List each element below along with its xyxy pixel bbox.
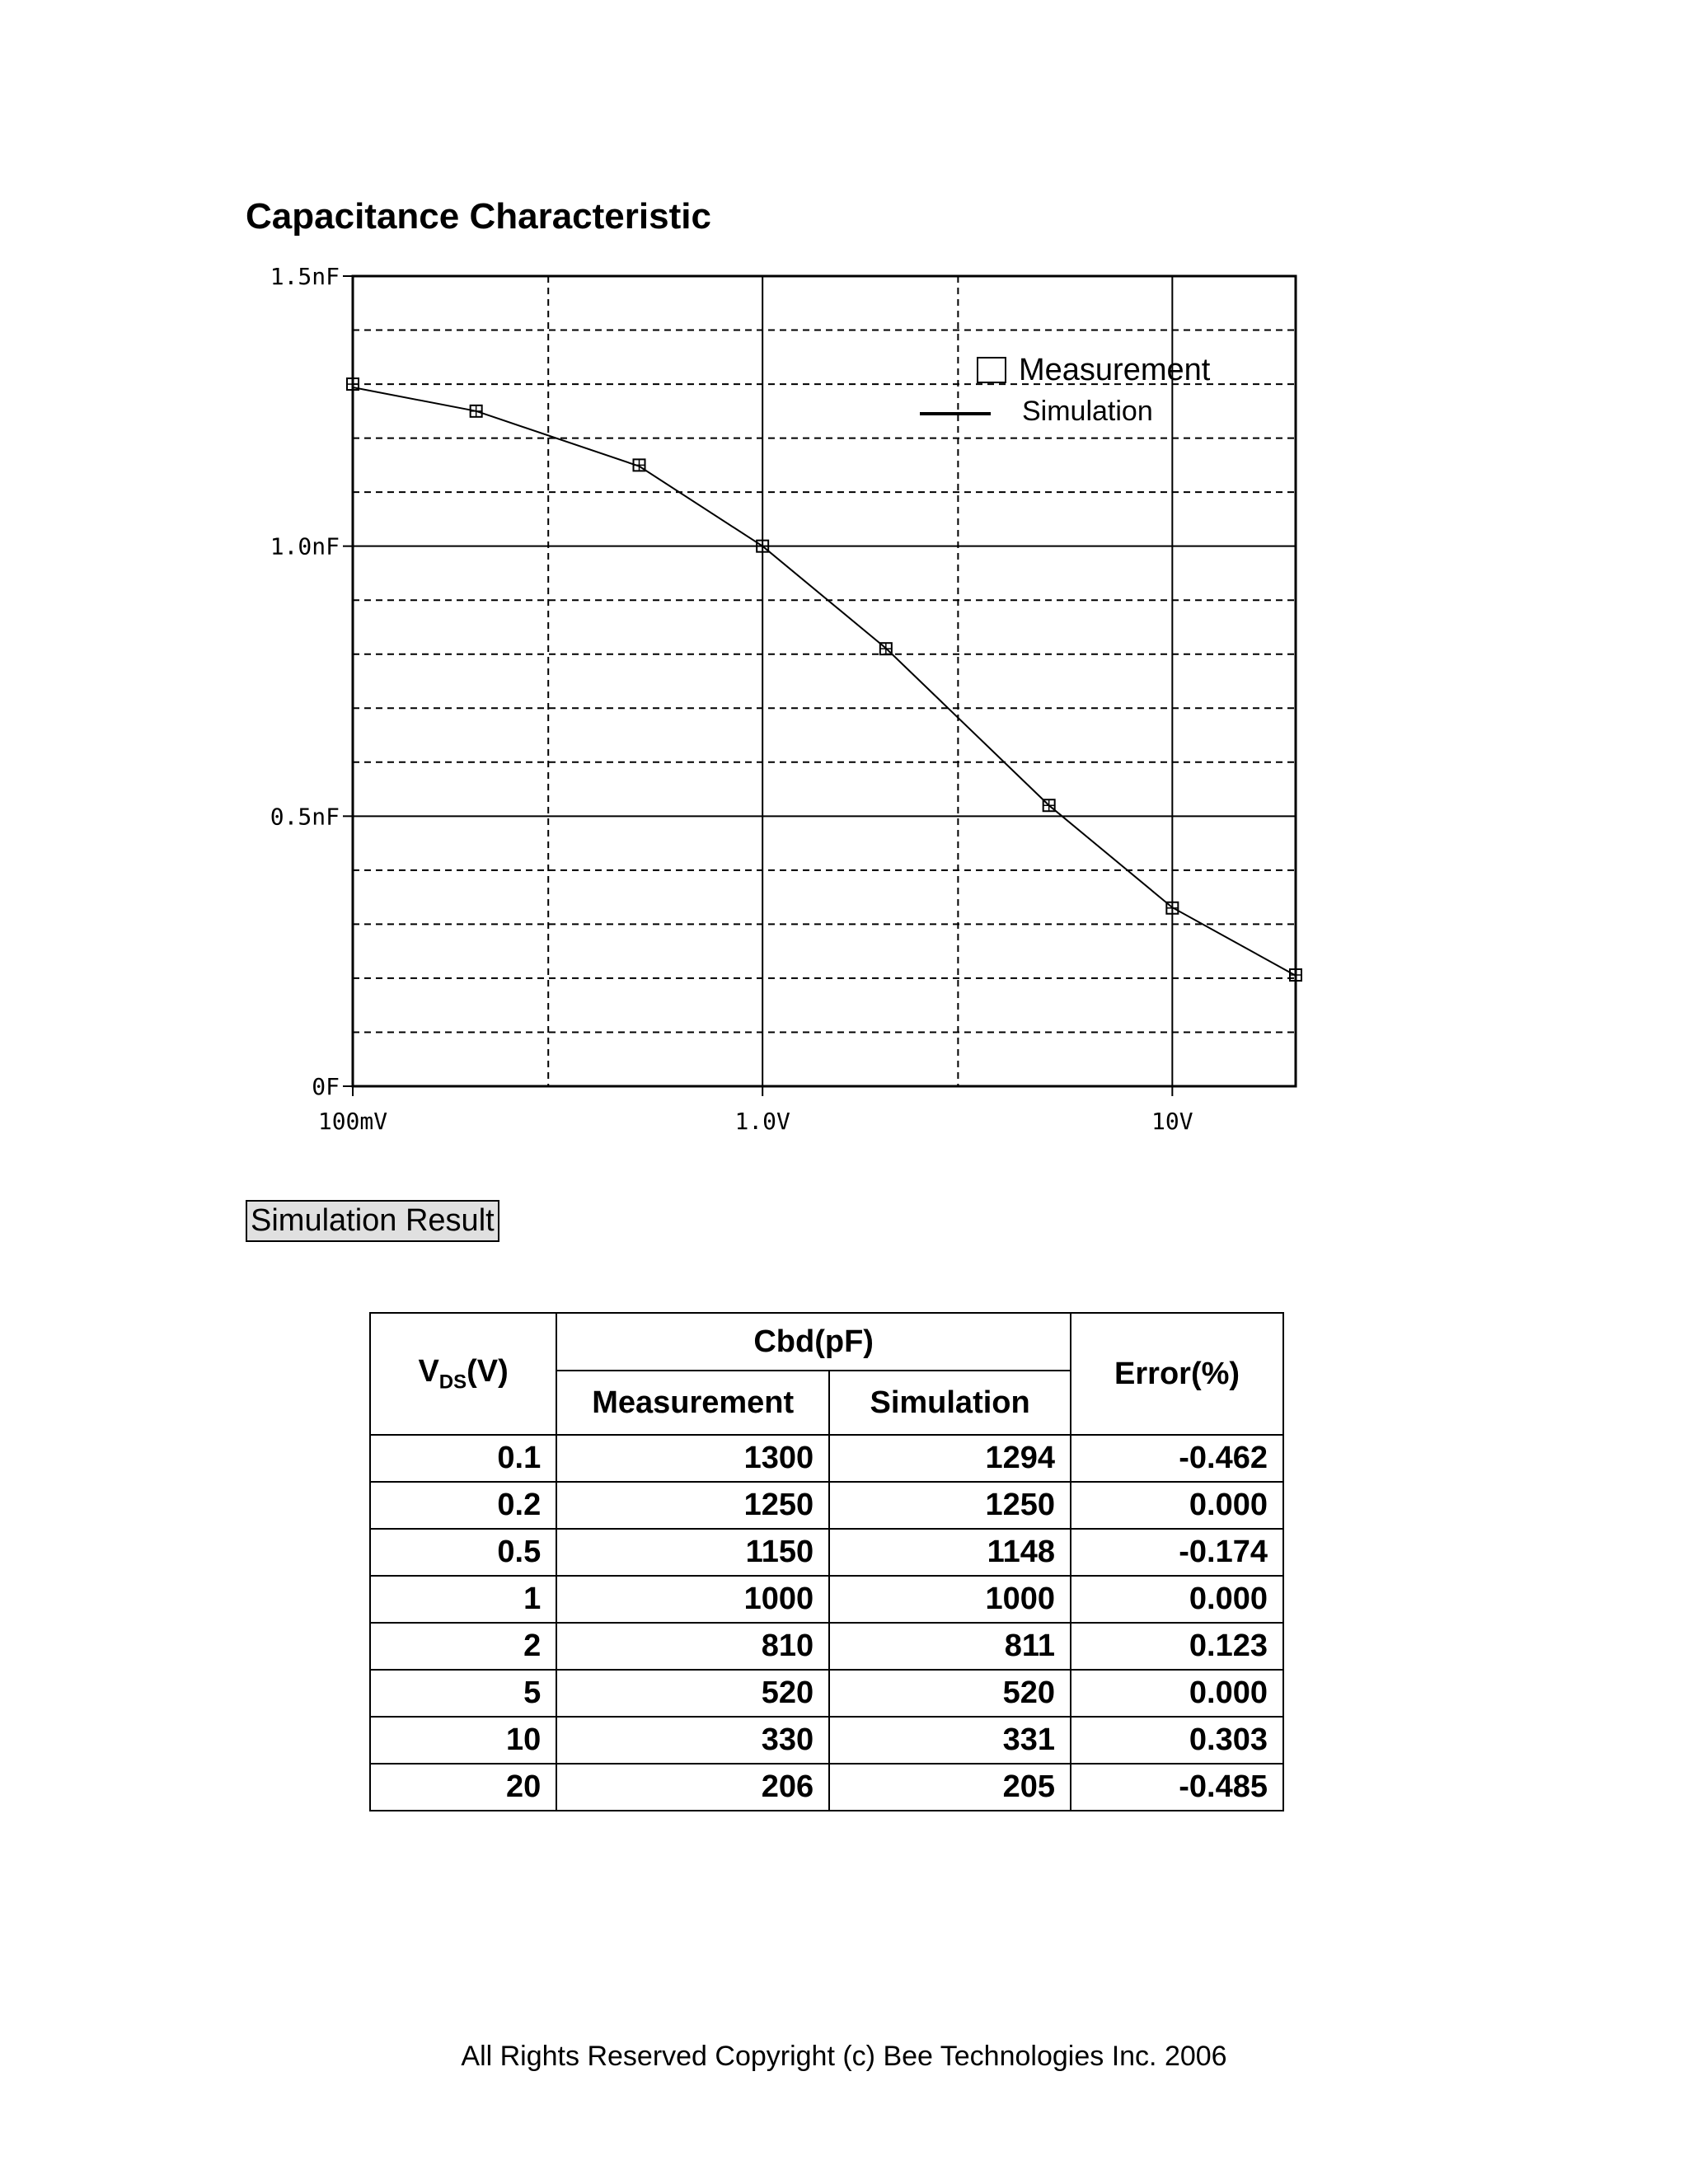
cell-measurement: 1000: [556, 1576, 829, 1623]
cell-simulation: 331: [829, 1717, 1071, 1764]
cell-simulation: 1294: [829, 1435, 1071, 1482]
section-label: Simulation Result: [246, 1200, 499, 1242]
cell-vds: 20: [370, 1764, 556, 1811]
cell-vds: 0.2: [370, 1482, 556, 1529]
cell-error: 0.303: [1071, 1717, 1283, 1764]
x-tick-label: 100mV: [317, 1108, 388, 1135]
table-row: [370, 1435, 1283, 1482]
cell-error: 0.000: [1071, 1576, 1283, 1623]
col-error-header: Error(%): [1071, 1313, 1283, 1435]
table-row: [370, 1764, 1283, 1811]
cell-measurement: 810: [556, 1623, 829, 1670]
cell-error: -0.174: [1071, 1529, 1283, 1576]
cell-measurement: 1150: [556, 1529, 829, 1576]
table-row: [370, 1529, 1283, 1576]
cell-measurement: 206: [556, 1764, 829, 1811]
legend-measurement-label: Measurement: [1019, 353, 1211, 387]
col-vds-header: [370, 1313, 556, 1435]
vds-sub: DS: [438, 1371, 467, 1394]
cell-error: -0.462: [1071, 1435, 1283, 1482]
cell-simulation: 520: [829, 1670, 1071, 1717]
footer-copyright: All Rights Reserved Copyright (c) Bee Technologies Inc. 2006: [461, 2041, 1227, 2072]
cell-vds: 5: [370, 1670, 556, 1717]
cell-vds: 0.5: [370, 1529, 556, 1576]
cell-measurement: 1300: [556, 1435, 829, 1482]
x-tick-label: 10V: [1151, 1108, 1193, 1135]
simulation-series-line: [353, 387, 1296, 976]
cell-vds: 10: [370, 1717, 556, 1764]
measurement-point-cross: [471, 405, 482, 417]
page-title: Capacitance Characteristic: [246, 196, 711, 237]
cell-vds: 0.1: [370, 1435, 556, 1482]
y-tick-label: 1.5nF: [270, 263, 340, 290]
y-tick-label: 1.0nF: [270, 532, 340, 560]
cell-simulation: 811: [829, 1623, 1071, 1670]
cell-error: -0.485: [1071, 1764, 1283, 1811]
table-row: [370, 1482, 1283, 1529]
cell-simulation: 205: [829, 1764, 1071, 1811]
col-measurement-header: Measurement: [556, 1371, 829, 1435]
cell-measurement: 330: [556, 1717, 829, 1764]
vds-main: V: [418, 1353, 439, 1389]
col-group-header: Cbd(pF): [556, 1313, 1071, 1371]
vds-unit: (V): [467, 1353, 509, 1389]
y-tick-label: 0.5nF: [270, 803, 340, 831]
plot-frame: [353, 276, 1296, 1086]
table-row: [370, 1576, 1283, 1623]
table-row: [370, 1623, 1283, 1670]
cell-error: 0.000: [1071, 1482, 1283, 1529]
results-table: [369, 1312, 1284, 1811]
cell-vds: 1: [370, 1576, 556, 1623]
cell-error: 0.123: [1071, 1623, 1283, 1670]
x-tick-label: 1.0V: [734, 1108, 790, 1135]
cell-error: 0.000: [1071, 1670, 1283, 1717]
table-row: [370, 1717, 1283, 1764]
cell-vds: 2: [370, 1623, 556, 1670]
cell-measurement: 520: [556, 1670, 829, 1717]
cell-simulation: 1148: [829, 1529, 1071, 1576]
col-simulation-header: Simulation: [829, 1371, 1071, 1435]
cell-measurement: 1250: [556, 1482, 829, 1529]
legend-simulation-label: Simulation: [1022, 396, 1153, 427]
cell-simulation: 1250: [829, 1482, 1071, 1529]
legend-measurement-marker: [978, 358, 1006, 382]
cell-simulation: 1000: [829, 1576, 1071, 1623]
y-tick-label: 0F: [312, 1073, 340, 1100]
table-row: [370, 1670, 1283, 1717]
